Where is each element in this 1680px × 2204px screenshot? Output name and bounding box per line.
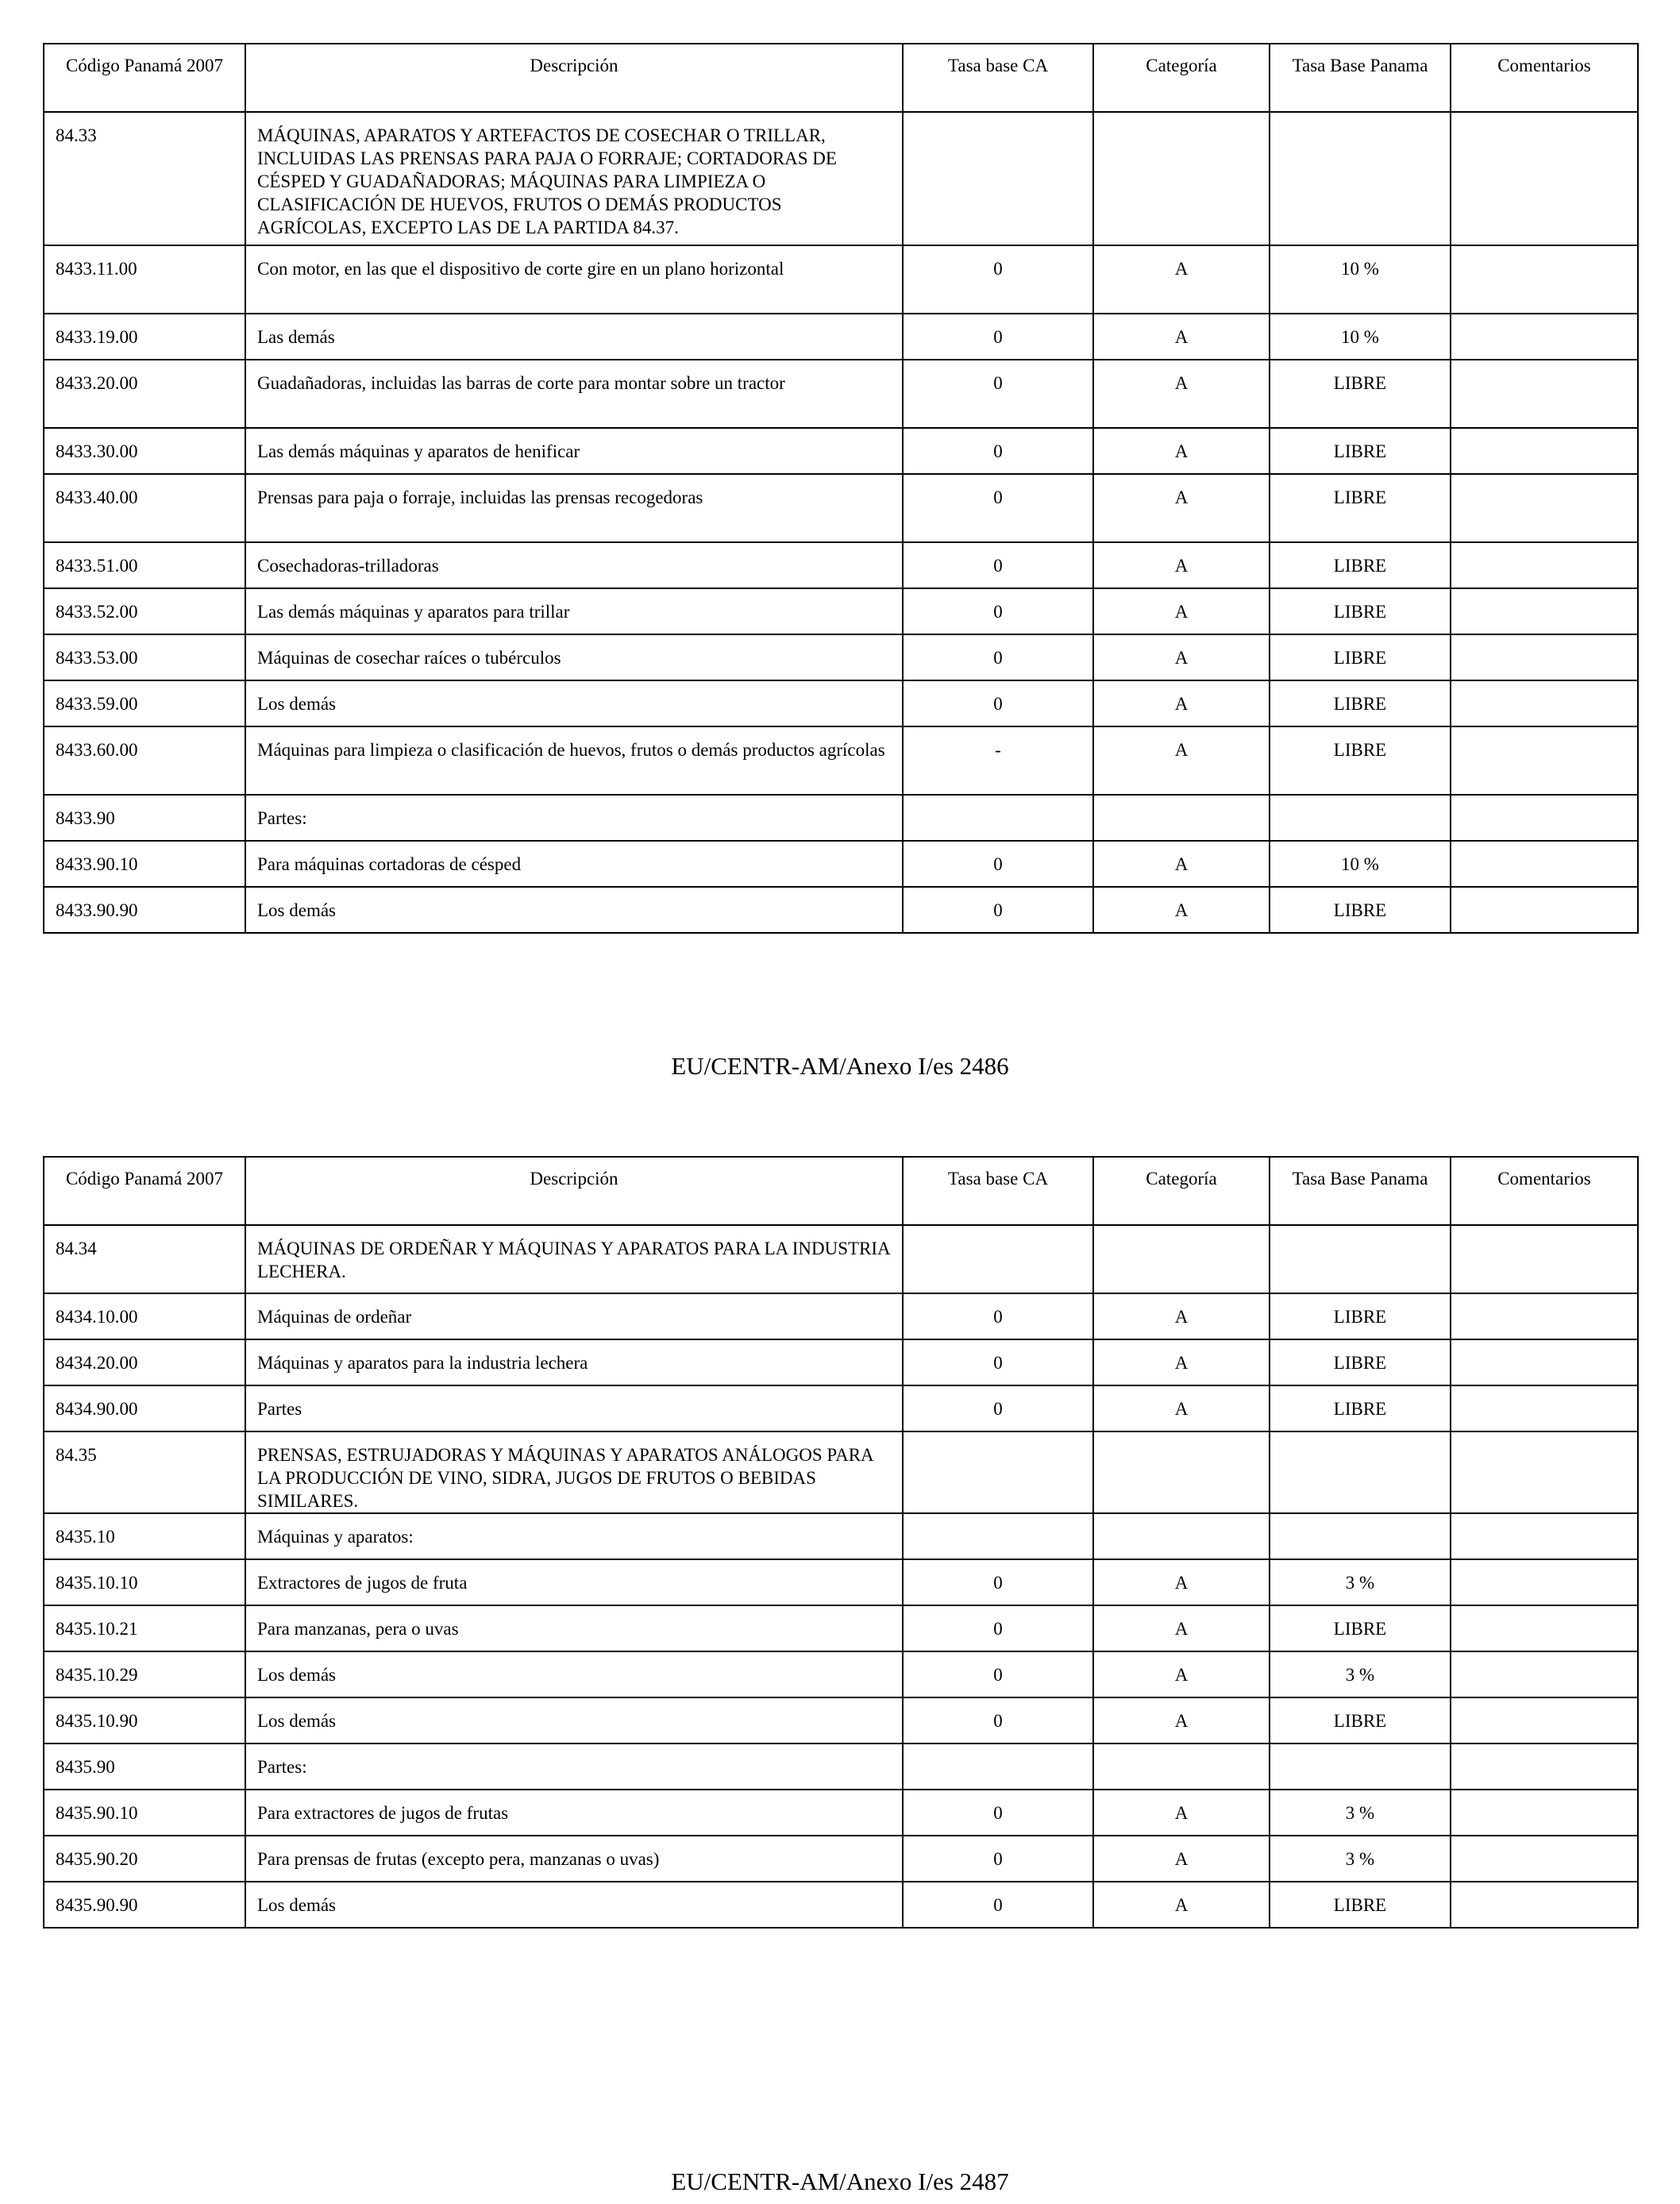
cell-comentarios [1451, 112, 1638, 245]
cell-codigo: 8434.20.00 [44, 1339, 245, 1385]
cell-descripcion: MÁQUINAS DE ORDEÑAR Y MÁQUINAS Y APARATOS PARA LA INDUSTRIA LECHERA. [245, 1225, 903, 1293]
cell-codigo: 8433.53.00 [44, 634, 245, 680]
cell-codigo: 8433.52.00 [44, 588, 245, 634]
header-tasa-base-ca: Tasa base CA [903, 44, 1093, 112]
header-tasa-base-panama: Tasa Base Panama [1270, 44, 1451, 112]
cell-codigo: 8435.10.29 [44, 1651, 245, 1697]
cell-tasa-base-ca: 0 [903, 360, 1093, 428]
table-row [44, 360, 1638, 428]
cell-comentarios [1451, 1697, 1638, 1744]
table-row [44, 1385, 1638, 1431]
cell-tasa-base-ca: 0 [903, 1790, 1093, 1836]
header-categoria: Categoría [1093, 1157, 1270, 1225]
cell-tasa-base-panama: 10 % [1270, 314, 1451, 360]
cell-tasa-base-ca: 0 [903, 887, 1093, 933]
table-row [44, 841, 1638, 887]
cell-codigo: 8435.90.90 [44, 1882, 245, 1928]
cell-categoria [1093, 1225, 1270, 1293]
cell-codigo: 8434.10.00 [44, 1293, 245, 1339]
table-row [44, 588, 1638, 634]
cell-tasa-base-ca: 0 [903, 1882, 1093, 1928]
cell-categoria: A [1093, 474, 1270, 542]
cell-descripcion: Para máquinas cortadoras de césped [245, 841, 903, 887]
header-comentarios: Comentarios [1451, 1157, 1638, 1225]
cell-comentarios [1451, 1225, 1638, 1293]
cell-categoria: A [1093, 245, 1270, 314]
cell-tasa-base-ca: 0 [903, 1605, 1093, 1651]
cell-descripcion: Máquinas para limpieza o clasificación de huevos, frutos o demás productos agrícolas [245, 726, 903, 795]
cell-codigo: 84.34 [44, 1225, 245, 1293]
cell-categoria [1093, 1513, 1270, 1559]
cell-codigo: 8433.40.00 [44, 474, 245, 542]
cell-comentarios [1451, 1293, 1638, 1339]
cell-descripcion: Las demás máquinas y aparatos para trillar [245, 588, 903, 634]
cell-categoria: A [1093, 314, 1270, 360]
table-row [44, 1790, 1638, 1836]
cell-codigo: 8433.20.00 [44, 360, 245, 428]
cell-comentarios [1451, 680, 1638, 726]
page-footer: EU/CENTR-AM/Anexo I/es 2487 [671, 2167, 1009, 2195]
cell-descripcion: Para prensas de frutas (excepto pera, manzanas o uvas) [245, 1836, 903, 1882]
cell-codigo: 8435.90 [44, 1744, 245, 1790]
cell-tasa-base-panama: LIBRE [1270, 1385, 1451, 1431]
cell-tasa-base-ca: - [903, 726, 1093, 795]
cell-comentarios [1451, 314, 1638, 360]
cell-tasa-base-ca: 0 [903, 588, 1093, 634]
cell-categoria: A [1093, 1559, 1270, 1605]
cell-tasa-base-panama: 10 % [1270, 245, 1451, 314]
cell-descripcion: Máquinas de ordeñar [245, 1293, 903, 1339]
table-row [44, 1559, 1638, 1605]
cell-tasa-base-ca: 0 [903, 474, 1093, 542]
table-row [44, 887, 1638, 933]
table-row [44, 1293, 1638, 1339]
cell-descripcion: Los demás [245, 1697, 903, 1744]
cell-comentarios [1451, 726, 1638, 795]
cell-comentarios [1451, 428, 1638, 474]
cell-codigo: 8433.19.00 [44, 314, 245, 360]
cell-codigo: 8433.90.90 [44, 887, 245, 933]
cell-comentarios [1451, 1385, 1638, 1431]
cell-tasa-base-ca: 0 [903, 680, 1093, 726]
cell-comentarios [1451, 1513, 1638, 1559]
cell-categoria: A [1093, 1697, 1270, 1744]
cell-categoria: A [1093, 542, 1270, 588]
cell-tasa-base-panama: LIBRE [1270, 726, 1451, 795]
cell-codigo: 8433.90.10 [44, 841, 245, 887]
cell-codigo: 8435.10.90 [44, 1697, 245, 1744]
cell-tasa-base-ca: 0 [903, 1836, 1093, 1882]
cell-tasa-base-panama [1270, 1513, 1451, 1559]
header-descripcion: Descripción [245, 1157, 903, 1225]
cell-tasa-base-panama [1270, 1744, 1451, 1790]
cell-descripcion: Para manzanas, pera o uvas [245, 1605, 903, 1651]
cell-tasa-base-panama: LIBRE [1270, 542, 1451, 588]
cell-codigo: 8433.51.00 [44, 542, 245, 588]
cell-tasa-base-panama: LIBRE [1270, 887, 1451, 933]
cell-tasa-base-ca [903, 112, 1093, 245]
cell-tasa-base-panama: 3 % [1270, 1651, 1451, 1697]
table-row [44, 1651, 1638, 1697]
header-categoria: Categoría [1093, 44, 1270, 112]
cell-descripcion: Con motor, en las que el dispositivo de corte gire en un plano horizontal [245, 245, 903, 314]
cell-categoria: A [1093, 1605, 1270, 1651]
cell-descripcion: Las demás [245, 314, 903, 360]
cell-categoria: A [1093, 680, 1270, 726]
cell-codigo: 8435.90.10 [44, 1790, 245, 1836]
table-row [44, 634, 1638, 680]
cell-categoria: A [1093, 428, 1270, 474]
cell-comentarios [1451, 887, 1638, 933]
cell-tasa-base-panama: LIBRE [1270, 474, 1451, 542]
cell-tasa-base-panama [1270, 795, 1451, 841]
cell-codigo: 8435.10.21 [44, 1605, 245, 1651]
cell-comentarios [1451, 474, 1638, 542]
cell-categoria [1093, 112, 1270, 245]
cell-descripcion: Los demás [245, 1882, 903, 1928]
cell-descripcion: Los demás [245, 887, 903, 933]
cell-codigo: 8433.59.00 [44, 680, 245, 726]
cell-categoria: A [1093, 841, 1270, 887]
cell-categoria [1093, 1744, 1270, 1790]
cell-comentarios [1451, 841, 1638, 887]
cell-tasa-base-panama [1270, 1225, 1451, 1293]
table-body [44, 112, 1638, 933]
cell-comentarios [1451, 588, 1638, 634]
cell-categoria [1093, 1431, 1270, 1513]
cell-comentarios [1451, 360, 1638, 428]
cell-descripcion: Los demás [245, 680, 903, 726]
cell-categoria: A [1093, 726, 1270, 795]
table-row [44, 245, 1638, 314]
table-header-row [44, 44, 1638, 112]
cell-tasa-base-ca: 0 [903, 1697, 1093, 1744]
cell-tasa-base-panama: 3 % [1270, 1836, 1451, 1882]
cell-categoria: A [1093, 1385, 1270, 1431]
cell-descripcion: Extractores de jugos de fruta [245, 1559, 903, 1605]
header-comentarios: Comentarios [1451, 44, 1638, 112]
cell-descripcion: Máquinas y aparatos: [245, 1513, 903, 1559]
cell-tasa-base-ca [903, 1744, 1093, 1790]
cell-tasa-base-ca: 0 [903, 841, 1093, 887]
cell-categoria: A [1093, 360, 1270, 428]
cell-comentarios [1451, 542, 1638, 588]
cell-tasa-base-ca: 0 [903, 1339, 1093, 1385]
table-row [44, 1339, 1638, 1385]
cell-categoria: A [1093, 887, 1270, 933]
table-row [44, 726, 1638, 795]
cell-tasa-base-panama: LIBRE [1270, 428, 1451, 474]
cell-comentarios [1451, 1431, 1638, 1513]
cell-categoria: A [1093, 1836, 1270, 1882]
cell-tasa-base-panama: LIBRE [1270, 680, 1451, 726]
cell-categoria [1093, 795, 1270, 841]
cell-tasa-base-panama [1270, 112, 1451, 245]
cell-descripcion: Máquinas y aparatos para la industria lechera [245, 1339, 903, 1385]
table-row [44, 1513, 1638, 1559]
cell-tasa-base-ca: 0 [903, 314, 1093, 360]
cell-tasa-base-panama: LIBRE [1270, 588, 1451, 634]
cell-descripcion: Partes: [245, 1744, 903, 1790]
cell-tasa-base-ca: 0 [903, 634, 1093, 680]
table-row [44, 680, 1638, 726]
cell-tasa-base-ca [903, 795, 1093, 841]
table-row [44, 1744, 1638, 1790]
cell-descripcion: MÁQUINAS, APARATOS Y ARTEFACTOS DE COSECHAR O TRILLAR, INCLUIDAS LAS PRENSAS PARA PAJA O FORRAJE; CORTADORAS DE CÉSPED Y GUADAÑADORAS; MÁQUINAS PARA LIMPIEZA O CLASIFICACIÓN DE HUEVOS, FRUTOS O DEMÁS PRODUCTOS AGRÍCOLAS, EXCEPTO LAS DE LA PARTIDA 84.37. [245, 112, 903, 245]
table-row [44, 1697, 1638, 1744]
cell-tasa-base-panama: LIBRE [1270, 1605, 1451, 1651]
page-footer: EU/CENTR-AM/Anexo I/es 2486 [671, 1052, 1009, 1080]
cell-descripcion: Para extractores de jugos de frutas [245, 1790, 903, 1836]
cell-categoria: A [1093, 1882, 1270, 1928]
cell-descripcion: Guadañadoras, incluidas las barras de corte para montar sobre un tractor [245, 360, 903, 428]
cell-comentarios [1451, 1790, 1638, 1836]
table-row [44, 1225, 1638, 1293]
cell-comentarios [1451, 1651, 1638, 1697]
cell-comentarios [1451, 1836, 1638, 1882]
cell-categoria: A [1093, 1651, 1270, 1697]
header-tasa-base-panama: Tasa Base Panama [1270, 1157, 1451, 1225]
table-body [44, 1225, 1638, 1928]
table-header-row [44, 1157, 1638, 1225]
cell-tasa-base-ca: 0 [903, 1651, 1093, 1697]
cell-codigo: 8433.11.00 [44, 245, 245, 314]
table-row [44, 1836, 1638, 1882]
table-row [44, 112, 1638, 245]
cell-codigo: 8433.30.00 [44, 428, 245, 474]
cell-tasa-base-ca [903, 1513, 1093, 1559]
cell-descripcion: Las demás máquinas y aparatos de henificar [245, 428, 903, 474]
header-codigo: Código Panamá 2007 [44, 44, 245, 112]
cell-tasa-base-ca: 0 [903, 428, 1093, 474]
table-row [44, 428, 1638, 474]
cell-codigo: 8435.10.10 [44, 1559, 245, 1605]
cell-descripcion: Cosechadoras-trilladoras [245, 542, 903, 588]
cell-codigo: 84.33 [44, 112, 245, 245]
table-row [44, 1431, 1638, 1513]
cell-categoria: A [1093, 1790, 1270, 1836]
cell-tasa-base-panama: 3 % [1270, 1790, 1451, 1836]
cell-tasa-base-panama: 3 % [1270, 1559, 1451, 1605]
cell-tasa-base-ca: 0 [903, 245, 1093, 314]
header-descripcion: Descripción [245, 44, 903, 112]
cell-codigo: 8433.90 [44, 795, 245, 841]
cell-tasa-base-panama [1270, 1431, 1451, 1513]
table-row [44, 474, 1638, 542]
header-codigo: Código Panamá 2007 [44, 1157, 245, 1225]
cell-categoria: A [1093, 588, 1270, 634]
cell-tasa-base-ca: 0 [903, 1293, 1093, 1339]
cell-categoria: A [1093, 1339, 1270, 1385]
cell-codigo: 8434.90.00 [44, 1385, 245, 1431]
cell-comentarios [1451, 245, 1638, 314]
cell-tasa-base-ca [903, 1225, 1093, 1293]
cell-tasa-base-panama: LIBRE [1270, 634, 1451, 680]
cell-descripcion: Partes: [245, 795, 903, 841]
cell-categoria: A [1093, 1293, 1270, 1339]
tariff-table [43, 43, 1639, 934]
cell-comentarios [1451, 1882, 1638, 1928]
cell-comentarios [1451, 1559, 1638, 1605]
cell-descripcion: Partes [245, 1385, 903, 1431]
cell-tasa-base-panama: LIBRE [1270, 1882, 1451, 1928]
cell-descripcion: PRENSAS, ESTRUJADORAS Y MÁQUINAS Y APARATOS ANÁLOGOS PARA LA PRODUCCIÓN DE VINO, SIDRA, JUGOS DE FRUTOS O BEBIDAS SIMILARES. [245, 1431, 903, 1513]
cell-tasa-base-panama: LIBRE [1270, 1293, 1451, 1339]
cell-comentarios [1451, 634, 1638, 680]
table-row [44, 542, 1638, 588]
cell-comentarios [1451, 1744, 1638, 1790]
cell-tasa-base-panama: 10 % [1270, 841, 1451, 887]
cell-descripcion: Máquinas de cosechar raíces o tubérculos [245, 634, 903, 680]
table-row [44, 314, 1638, 360]
cell-tasa-base-panama: LIBRE [1270, 360, 1451, 428]
cell-codigo: 8435.10 [44, 1513, 245, 1559]
table-row [44, 1882, 1638, 1928]
cell-descripcion: Prensas para paja o forraje, incluidas las prensas recogedoras [245, 474, 903, 542]
cell-codigo: 8435.90.20 [44, 1836, 245, 1882]
cell-categoria: A [1093, 634, 1270, 680]
cell-tasa-base-ca: 0 [903, 542, 1093, 588]
cell-tasa-base-panama: LIBRE [1270, 1697, 1451, 1744]
cell-tasa-base-ca: 0 [903, 1559, 1093, 1605]
tariff-table [43, 1156, 1639, 1929]
cell-comentarios [1451, 1339, 1638, 1385]
cell-codigo: 84.35 [44, 1431, 245, 1513]
cell-descripcion: Los demás [245, 1651, 903, 1697]
table-row [44, 795, 1638, 841]
cell-tasa-base-panama: LIBRE [1270, 1339, 1451, 1385]
cell-comentarios [1451, 795, 1638, 841]
header-tasa-base-ca: Tasa base CA [903, 1157, 1093, 1225]
table-row [44, 1605, 1638, 1651]
cell-comentarios [1451, 1605, 1638, 1651]
cell-tasa-base-ca [903, 1431, 1093, 1513]
cell-tasa-base-ca: 0 [903, 1385, 1093, 1431]
cell-codigo: 8433.60.00 [44, 726, 245, 795]
